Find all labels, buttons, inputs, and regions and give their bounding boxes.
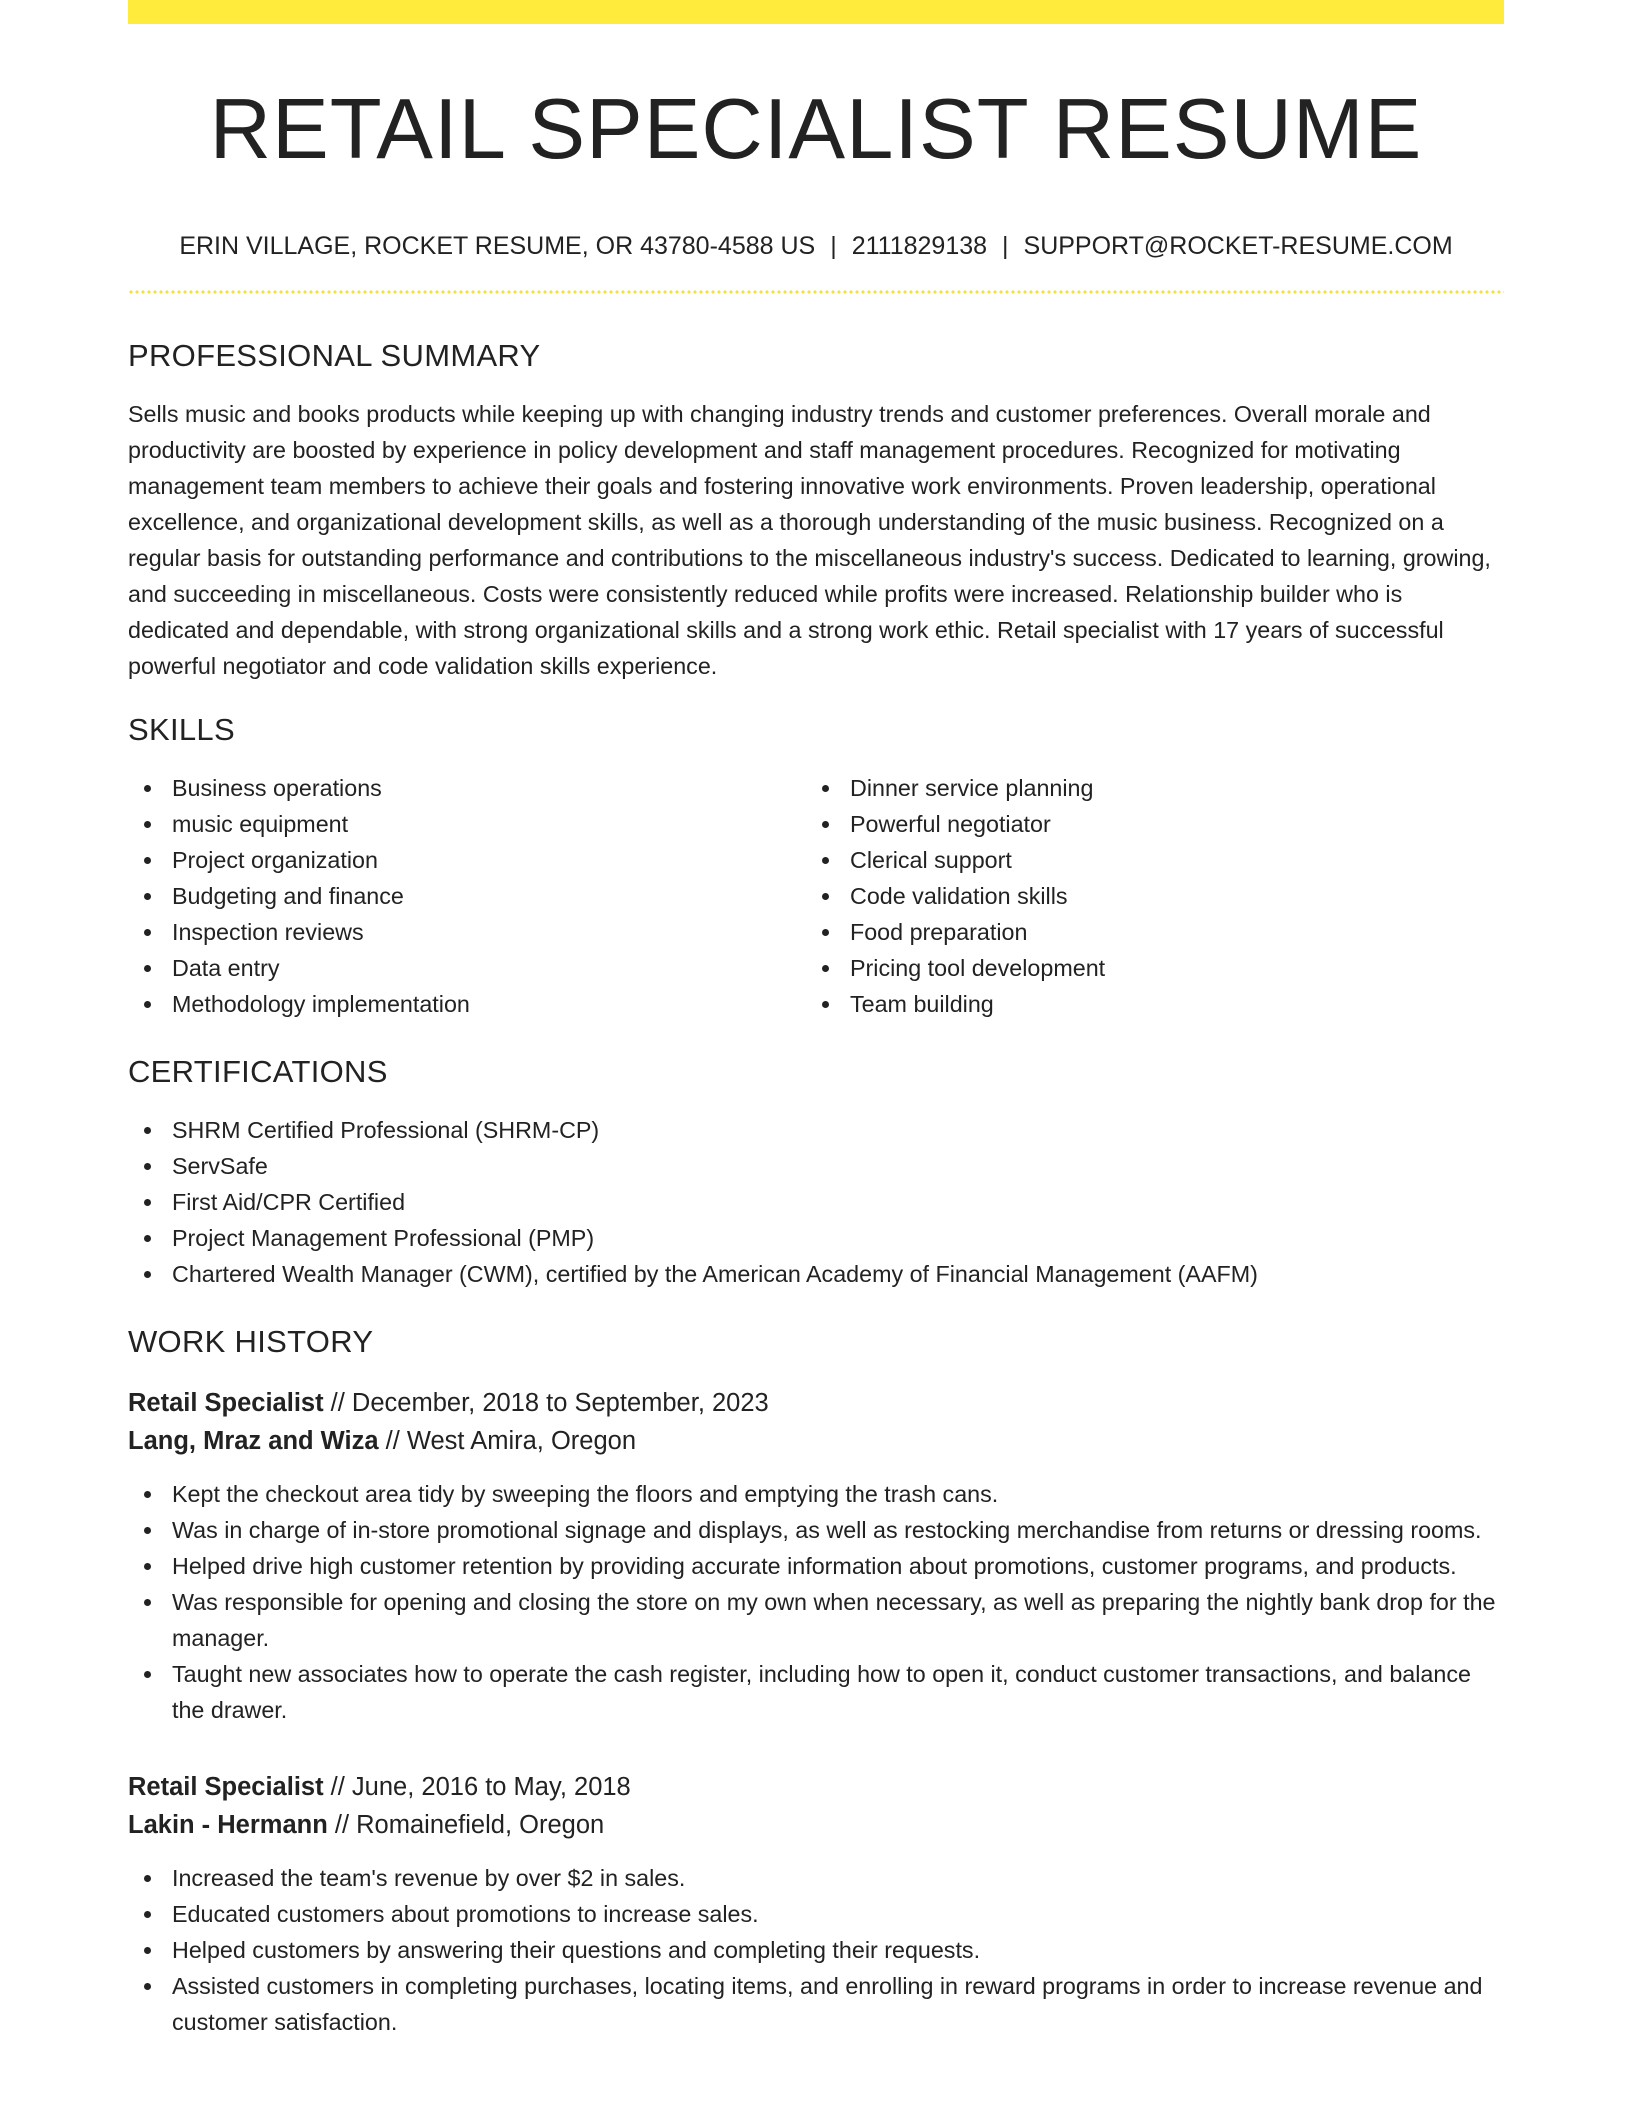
job-duty-item: Assisted customers in completing purchases, locating items, and enrolling in reward programs in order to increase revenue and customer satisfaction. <box>128 1968 1504 2040</box>
job-duty-item: Kept the checkout area tidy by sweeping the floors and emptying the trash cans. <box>128 1476 1504 1512</box>
contact-address: ERIN VILLAGE, ROCKET RESUME, OR 43780-4588 US <box>179 232 816 260</box>
skill-item: Food preparation <box>806 914 1484 950</box>
job-duty-item: Was in charge of in-store promotional signage and displays, as well as restocking merchandise from returns or dressing rooms. <box>128 1512 1504 1548</box>
skill-item: Inspection reviews <box>128 914 806 950</box>
resume-page <box>128 0 1504 2040</box>
contact-separator: | <box>1002 232 1009 260</box>
skills-grid <box>128 770 1504 1022</box>
skill-item: Budgeting and finance <box>128 878 806 914</box>
skill-item: Team building <box>806 986 1484 1022</box>
contact-phone: 2111829138 <box>851 232 988 260</box>
certification-item: Chartered Wealth Manager (CWM), certified by the American Academy of Financial Management (AAFM) <box>128 1256 1504 1292</box>
skill-item: Data entry <box>128 950 806 986</box>
contact-email: SUPPORT@ROCKET-RESUME.COM <box>1023 232 1453 260</box>
job-company-line <box>128 1806 1504 1844</box>
skills-left-column <box>128 770 806 1022</box>
job-duties-list <box>128 1860 1504 2040</box>
skill-item: Project organization <box>128 842 806 878</box>
skills-heading: SKILLS <box>128 712 235 747</box>
certification-item: ServSafe <box>128 1148 1504 1184</box>
job-title-line <box>128 1384 1504 1422</box>
job-title: Retail Specialist <box>128 1773 324 1801</box>
dotted-divider <box>128 290 1504 294</box>
job-entry <box>128 1384 1504 1728</box>
job-location: // West Amira, Oregon <box>378 1427 636 1455</box>
summary-heading: PROFESSIONAL SUMMARY <box>128 338 541 373</box>
certification-item: SHRM Certified Professional (SHRM-CP) <box>128 1112 1504 1148</box>
job-company-line <box>128 1422 1504 1460</box>
job-dates: // June, 2016 to May, 2018 <box>323 1773 631 1801</box>
skill-item: Pricing tool development <box>806 950 1484 986</box>
skill-item: Powerful negotiator <box>806 806 1484 842</box>
job-entry <box>128 1768 1504 2040</box>
skill-item: Methodology implementation <box>128 986 806 1022</box>
job-duty-item: Educated customers about promotions to increase sales. <box>128 1896 1504 1932</box>
contact-line <box>128 231 1504 261</box>
job-duty-item: Increased the team's revenue by over $2 in sales. <box>128 1860 1504 1896</box>
job-duty-item: Taught new associates how to operate the cash register, including how to open it, conduct customer transactions, and balance the drawer. <box>128 1656 1504 1728</box>
skill-item: Business operations <box>128 770 806 806</box>
work-history-heading: WORK HISTORY <box>128 1324 374 1359</box>
job-duty-item: Helped drive high customer retention by providing accurate information about promotions, customer programs, and products. <box>128 1548 1504 1584</box>
job-location: // Romainefield, Oregon <box>327 1811 605 1839</box>
certification-item: First Aid/CPR Certified <box>128 1184 1504 1220</box>
job-company: Lakin - Hermann <box>128 1811 328 1839</box>
skill-item: Clerical support <box>806 842 1484 878</box>
skills-right-column <box>806 770 1484 1022</box>
skill-item: music equipment <box>128 806 806 842</box>
skill-item: Dinner service planning <box>806 770 1484 806</box>
job-duty-item: Helped customers by answering their questions and completing their requests. <box>128 1932 1504 1968</box>
summary-text: Sells music and books products while keeping up with changing industry trends and customer preferences. Overall morale and productivity are boosted by experience in policy development and staff management procedures. Recognized for motivating management team members to achieve their goals and fostering innovative work environments. Proven leadership, operational excellence, and organizational development skills, as well as a thorough understanding of the music business. Recognized on a regular basis for outstanding performance and contributions to the miscellaneous industry's success. Dedicated to learning, growing, and succeeding in miscellaneous. Costs were consistently reduced while profits were increased. Relationship builder who is dedicated and dependable, with strong organizational skills and a strong work ethic. Retail specialist with 17 years of successful powerful negotiator and code validation skills experience. <box>128 401 1491 679</box>
certifications-heading: CERTIFICATIONS <box>128 1054 388 1089</box>
skill-item: Code validation skills <box>806 878 1484 914</box>
job-title: Retail Specialist <box>128 1389 324 1417</box>
certification-item: Project Management Professional (PMP) <box>128 1220 1504 1256</box>
resume-title: RETAIL SPECIALIST RESUME <box>209 82 1423 177</box>
job-title-line <box>128 1768 1504 1806</box>
contact-separator: | <box>830 232 837 260</box>
job-dates: // December, 2018 to September, 2023 <box>323 1389 769 1417</box>
job-company: Lang, Mraz and Wiza <box>128 1427 379 1455</box>
job-duty-item: Was responsible for opening and closing the store on my own when necessary, as well as preparing the nightly bank drop for the manager. <box>128 1584 1504 1656</box>
job-duties-list <box>128 1476 1504 1728</box>
certifications-list <box>128 1112 1504 1292</box>
